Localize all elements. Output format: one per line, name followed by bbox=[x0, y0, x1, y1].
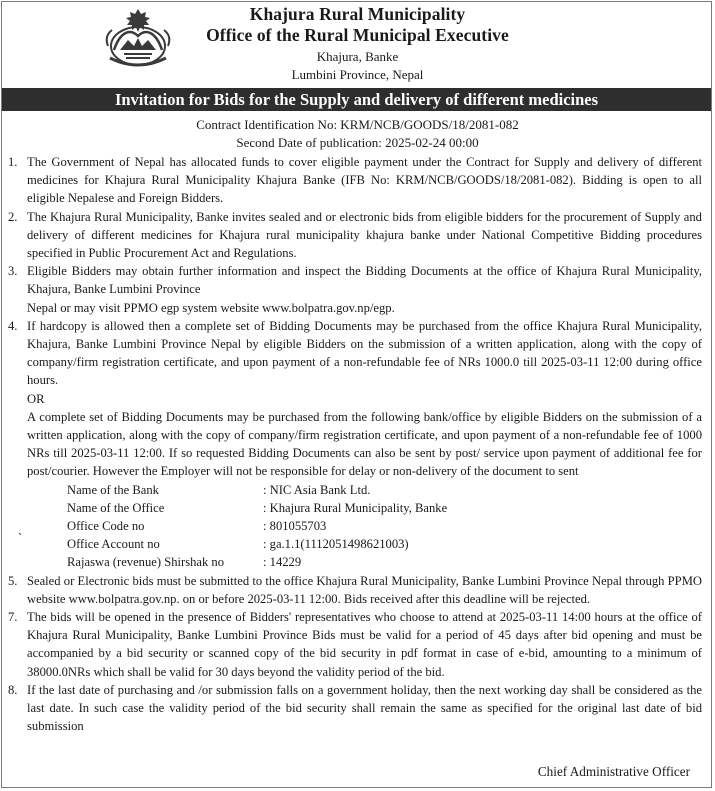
office-location: Khajura, Banke bbox=[316, 49, 399, 64]
clause-7 bbox=[8, 608, 702, 681]
bank-detail-row bbox=[27, 517, 702, 535]
clause-line: service upon payment of additional fee for post/courier. However the Employer will not be responsible for delay or bbox=[27, 446, 702, 479]
bank-detail-value: : 14229 bbox=[263, 555, 302, 570]
org-name: Khajura Rural Municipality bbox=[249, 4, 466, 24]
clause-number: 5. bbox=[8, 573, 18, 588]
clause-2 bbox=[8, 208, 702, 263]
clause-line: Bidding is open to all eligible Nepalese and Foreign Bidders. bbox=[27, 173, 702, 206]
clause-line: the office of Khajura Rural Municipality, Banke Lumbini Province Bids must be valid for a period of 45 days after bid bbox=[27, 610, 702, 643]
clause-number: 1. bbox=[8, 155, 18, 169]
or-separator: OR bbox=[27, 391, 45, 406]
bank-detail-label: Name of the Bank bbox=[67, 482, 159, 497]
clause-line: The Khajura Rural Municipality, Banke invites sealed and or electronic bids from eligible bidders for the procurement bbox=[27, 209, 628, 224]
clause-line: Municipality, Khajura, Banke Lumbini Province bbox=[27, 264, 702, 297]
signatory-title: Chief Administrative Officer bbox=[537, 764, 690, 779]
clause-line: Eligible Bidders may obtain further information and inspect the Bidding Documents at the office of Khajura Rural bbox=[27, 264, 630, 279]
clause-line: submission of a written application, along with the copy of company/firm registration certificate, and upon payment of bbox=[27, 409, 702, 443]
clause-3 bbox=[8, 262, 702, 317]
clause-number: 4. bbox=[8, 318, 18, 333]
clause-line: The Government of Nepal has allocated funds to cover eligible payment under the Contract for Supply and delivery of bbox=[27, 155, 655, 169]
clause-line: Municipality, Khajura, Banke Lumbini Province Nepal by eligible Bidders on the submission of a written application, bbox=[27, 318, 702, 352]
clause-line: will be rejected. bbox=[509, 591, 591, 606]
office-province: Lumbini Province, Nepal bbox=[291, 67, 424, 82]
stray-mark: ` bbox=[18, 531, 23, 546]
clause-line: Sealed or Electronic bids must be submitted to the office Khajura Rural Municipality, Banke Lumbini Province Nepal bbox=[27, 573, 623, 588]
clause-line: A complete set of Bidding Documents may be purchased from the following bank/office by eligible Bidders on the bbox=[27, 409, 618, 424]
bank-detail-row bbox=[27, 553, 702, 571]
clause-text bbox=[27, 153, 702, 208]
clause-5 bbox=[8, 572, 702, 608]
clause-line: a non-refundable fee of 1000 NRs till 2025-03-11 12:00. If so requested Bidding Documents can also be sent by post/ bbox=[27, 428, 702, 461]
clause-line: considered as the last date. In such case the validity period of the bid security shall remain the same as specified for the bbox=[27, 682, 702, 716]
bank-detail-row bbox=[27, 499, 702, 517]
clause-number: 8. bbox=[8, 682, 18, 697]
clause-number: 2. bbox=[8, 209, 18, 224]
bank-detail-label: Office Account no bbox=[67, 537, 160, 552]
clause-alt-text bbox=[27, 408, 702, 481]
notice-title-banner: Invitation for Bids for the Supply and delivery of different medicines bbox=[2, 88, 711, 111]
clause-line: non-delivery of the document to sent bbox=[392, 464, 579, 479]
clause-line: through PPMO website www.bolpatra.gov.np. on or before 2025-03-11 12:00. Bids received after this deadline bbox=[27, 573, 702, 606]
bank-detail-label: Rajaswa (revenue) Shirshak no bbox=[67, 555, 225, 570]
bank-detail-value: : ga.1.1(1112051498621003) bbox=[263, 537, 409, 552]
clause-number: 7. bbox=[8, 610, 18, 624]
clause-line: different medicines for Khajura Rural Municipality Khajura Banke (IFB No: KRM/NCB/GOODS/18/2081-082). bbox=[27, 155, 702, 188]
clause-line: along with the copy of company/firm registration certificate, and upon payment of a non-refundable fee of NRs 1000.0 bbox=[27, 337, 702, 370]
clause-number: 3. bbox=[8, 264, 18, 279]
clause-line: opening and must be accompanied by a bid security or scanned copy of the bid security in pdf format in case of e-bid, bbox=[27, 628, 702, 661]
clause-text bbox=[27, 572, 702, 608]
bank-detail-value: : 801055703 bbox=[263, 519, 327, 534]
clause-text bbox=[27, 208, 702, 263]
bank-details bbox=[18, 481, 702, 572]
clause-4 bbox=[8, 317, 702, 572]
clause-line: Nepal or may visit PPMO egp system website www.bolpatra.gov.np/egp. bbox=[27, 300, 395, 315]
clause-line: till 2025-03-11 12:00 during office hours. bbox=[27, 355, 702, 388]
contract-id: Contract Identification No: KRM/NCB/GOODS/18/2081-082 bbox=[196, 117, 519, 132]
publication-date: Second Date of publication: 2025-02-24 00:00 bbox=[236, 135, 479, 150]
bank-detail-value: : NIC Asia Bank Ltd. bbox=[263, 482, 371, 497]
office-name: Office of the Rural Municipal Executive bbox=[206, 25, 509, 45]
clause-1 bbox=[8, 153, 702, 208]
clause-line: original last date of bid submission bbox=[27, 701, 703, 734]
clause-line: Bidding procedures specified in Public Procurement Act and Regulations. bbox=[27, 227, 703, 261]
clause-8 bbox=[8, 681, 702, 736]
clause-text bbox=[27, 317, 702, 390]
clause-text bbox=[27, 262, 702, 298]
clause-line: of Supply and delivery of different medicines for Khajura rural municipality khajura banke under National Competitive bbox=[27, 209, 702, 242]
clause-line: The bids will be opened in the presence of Bidders' representatives who choose to attend at 2025-03-11 14:00 hours at bbox=[27, 610, 636, 624]
bank-detail-row bbox=[27, 481, 702, 499]
bank-detail-label: Name of the Office bbox=[67, 500, 165, 515]
clause-line: If hardcopy is allowed then a complete set of Bidding Documents may be purchased from the office Khajura Rural bbox=[27, 318, 631, 333]
clause-text bbox=[27, 681, 702, 736]
clause-text bbox=[27, 608, 702, 681]
clause-line: If the last date of purchasing and /or submission falls on a government holiday, then the next working day shall be bbox=[27, 682, 611, 697]
clause-line: amounting to a minimum of 38000.0NRs which shall be valid for 30 days beyond the validity period of the bid. bbox=[27, 646, 702, 679]
bank-detail-row bbox=[18, 531, 702, 553]
bank-detail-value: : Khajura Rural Municipality, Banke bbox=[263, 500, 448, 515]
bank-detail-label: Office Code no bbox=[67, 519, 145, 534]
notice-body bbox=[8, 153, 702, 735]
